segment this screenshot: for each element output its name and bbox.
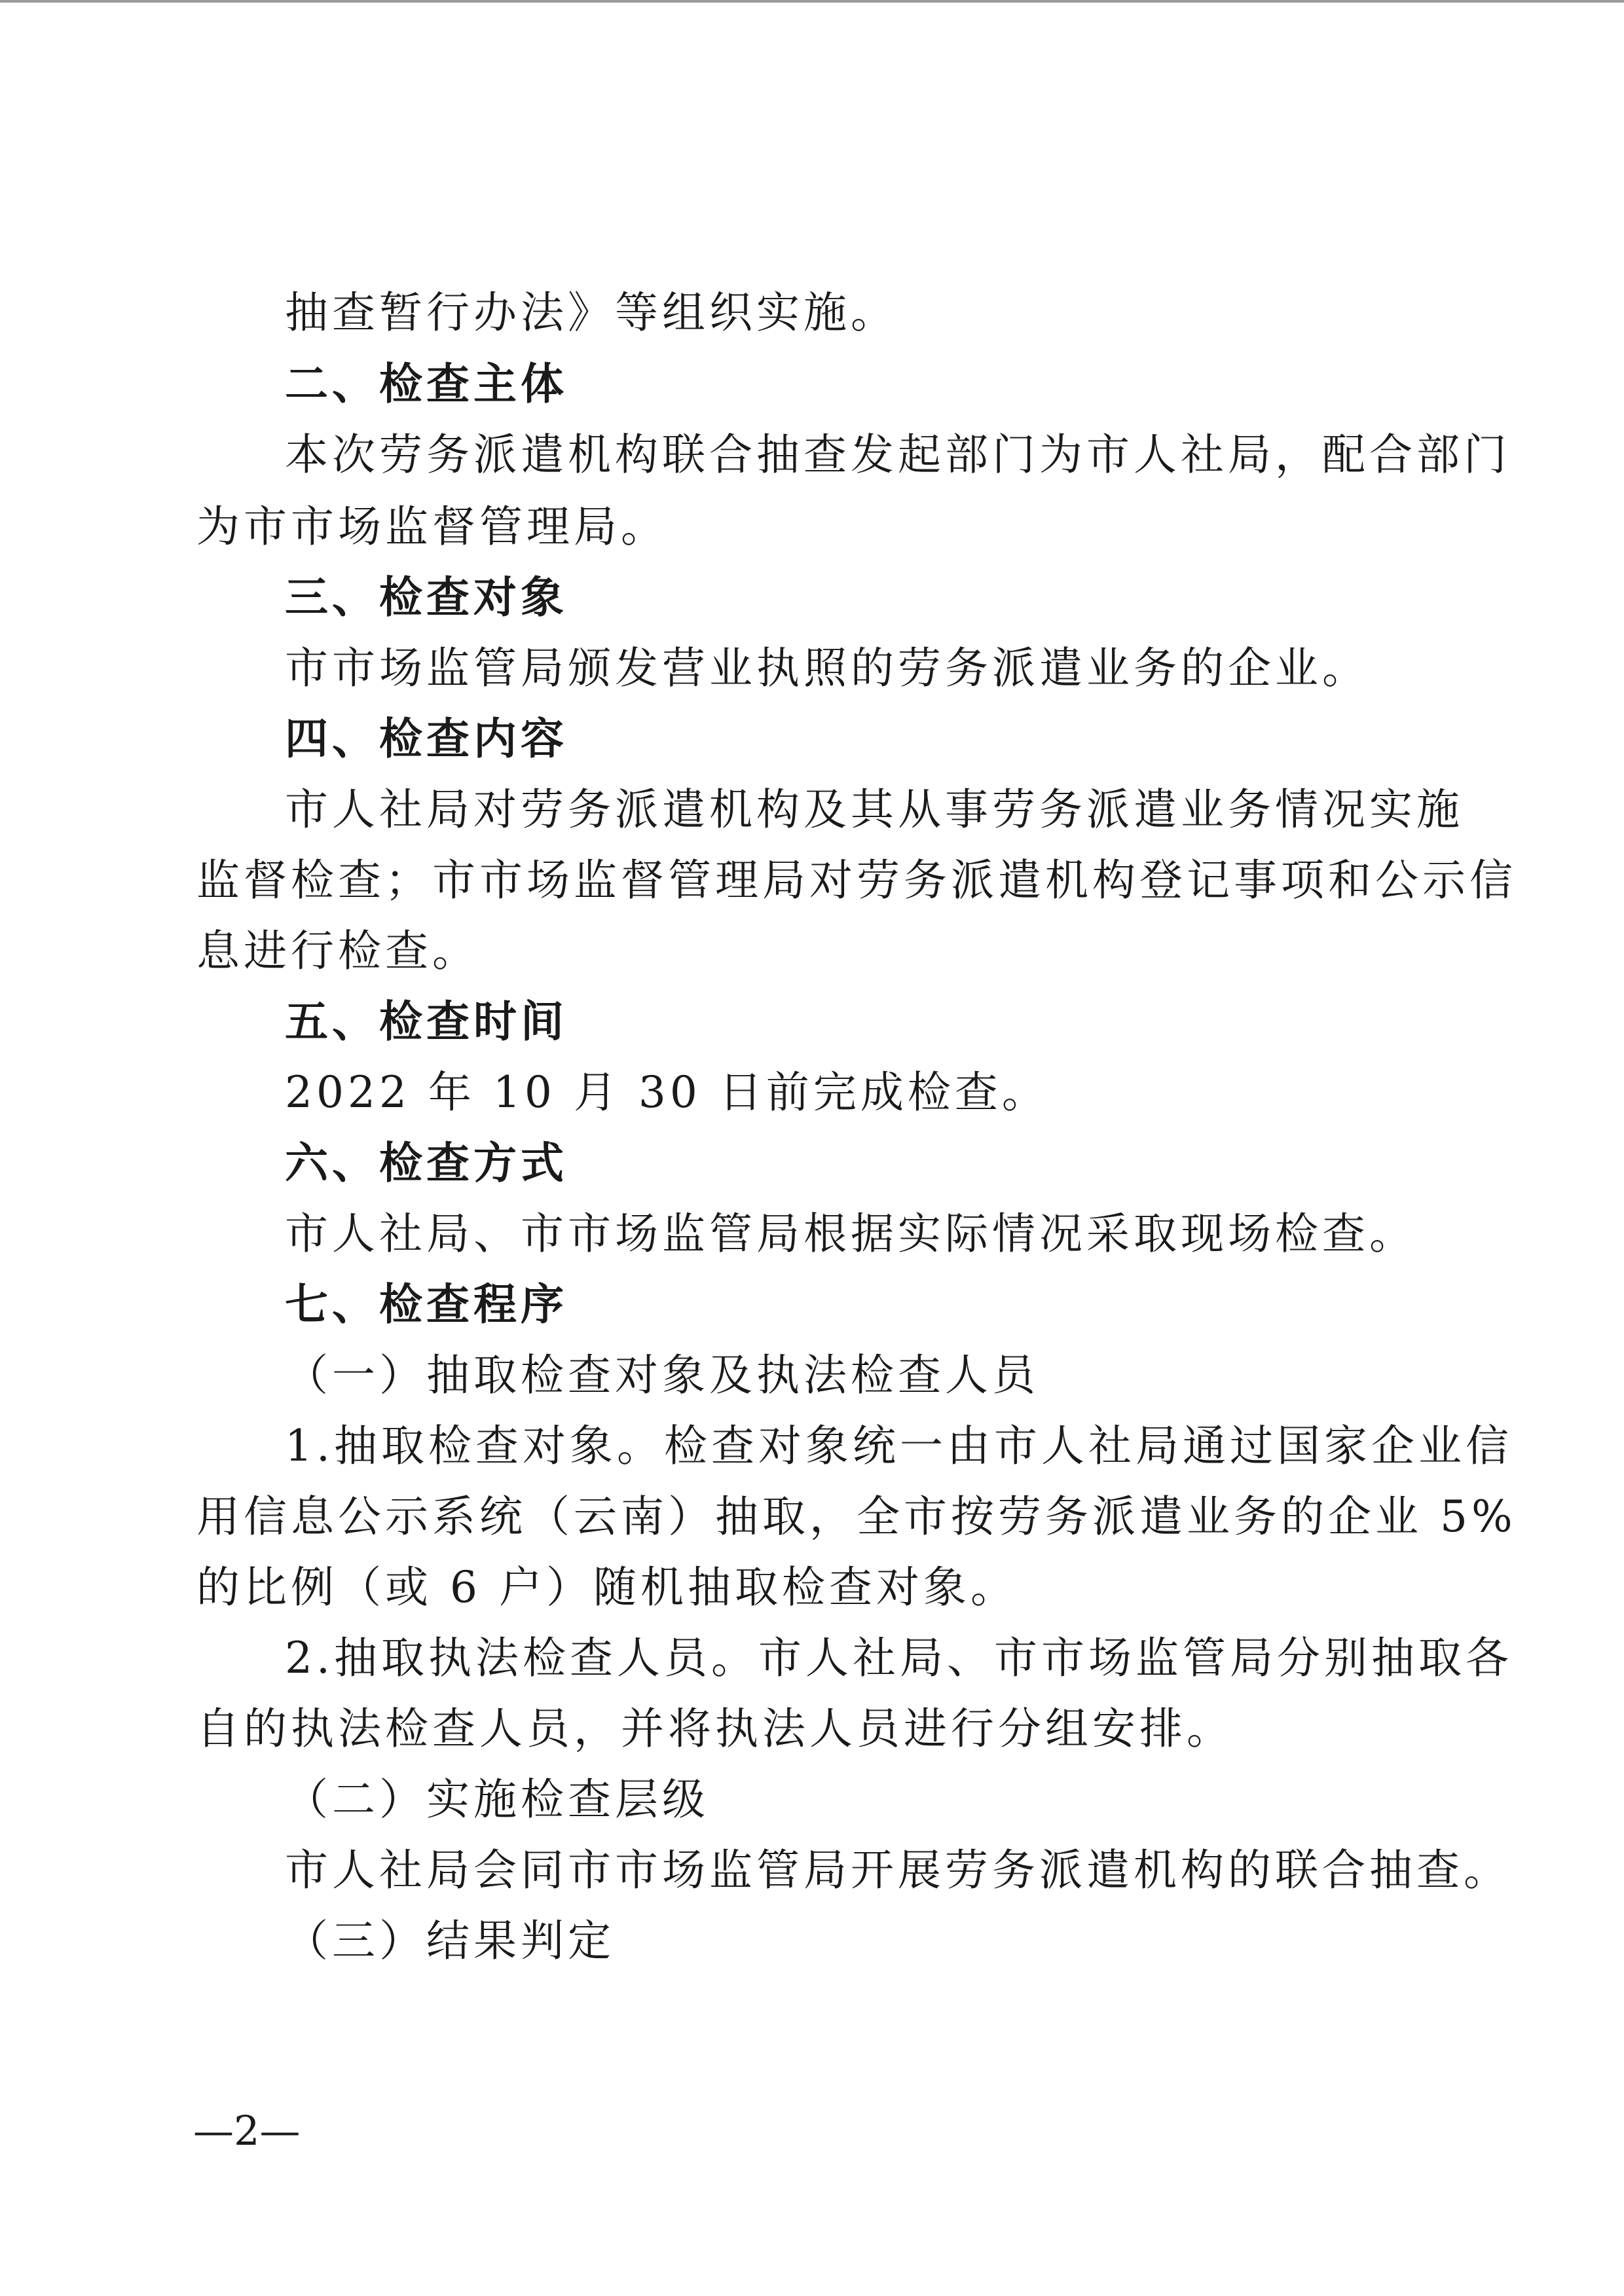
section-heading-content: 四、检查内容: [285, 714, 568, 764]
subsection-heading: （一）抽取检查对象及执法检查人员: [285, 1350, 1039, 1400]
paragraph-line: 市人社局对劳务派遣机构及其从事劳务派遣业务情况实施: [285, 784, 1464, 835]
subsection-heading: （三）结果判定: [285, 1916, 615, 1966]
paragraph-line: 市市场监管局颁发营业执照的劳务派遣业务的企业。: [285, 643, 1369, 693]
paragraph-line: 的比例（或 6 户）随机抽取检查对象。: [196, 1562, 1018, 1613]
paragraph-line: 市人社局、市市场监管局根据实际情况采取现场检查。: [285, 1209, 1416, 1259]
subsection-heading: （二）实施检查层级: [285, 1774, 709, 1825]
paragraph-line: 自的执法检查人员，并将执法人员进行分组安排。: [196, 1704, 1234, 1754]
paragraph-line: 息进行检查。: [196, 926, 479, 976]
paragraph-line: 2.抽取执法检查人员。市人社局、市市场监管局分别抽取各: [285, 1633, 1513, 1683]
paragraph-line: 2022 年 10 月 30 日前完成检查。: [285, 1067, 1049, 1118]
paragraph-line: 监督检查；市市场监督管理局对劳务派遣机构登记事项和公示信: [196, 855, 1517, 905]
paragraph-line: 用信息公示系统（云南）抽取，全市按劳务派遣业务的企业 5%: [196, 1491, 1517, 1542]
paragraph-line: 1.抽取检查对象。检查对象统一由市人社局通过国家企业信: [285, 1421, 1513, 1471]
section-heading-time: 五、检查时间: [285, 996, 568, 1047]
paragraph-line: 市人社局会同市市场监管局开展劳务派遣机构的联合抽查。: [285, 1845, 1511, 1895]
section-heading-method: 六、检查方式: [285, 1138, 568, 1188]
section-heading-procedure: 七、检查程序: [285, 1279, 568, 1330]
page-number: —2—: [193, 2107, 301, 2155]
section-heading-subject: 二、检查主体: [285, 359, 568, 409]
section-heading-object: 三、检查对象: [285, 572, 568, 623]
paragraph-line: 本次劳务派遣机构联合抽查发起部门为市人社局，配合部门: [285, 429, 1511, 480]
scan-top-edge: [0, 0, 1624, 3]
paragraph-line: 为市市场监督管理局。: [196, 501, 668, 552]
text-line-continuation: 抽查暂行办法》等组织实施。: [285, 287, 898, 338]
